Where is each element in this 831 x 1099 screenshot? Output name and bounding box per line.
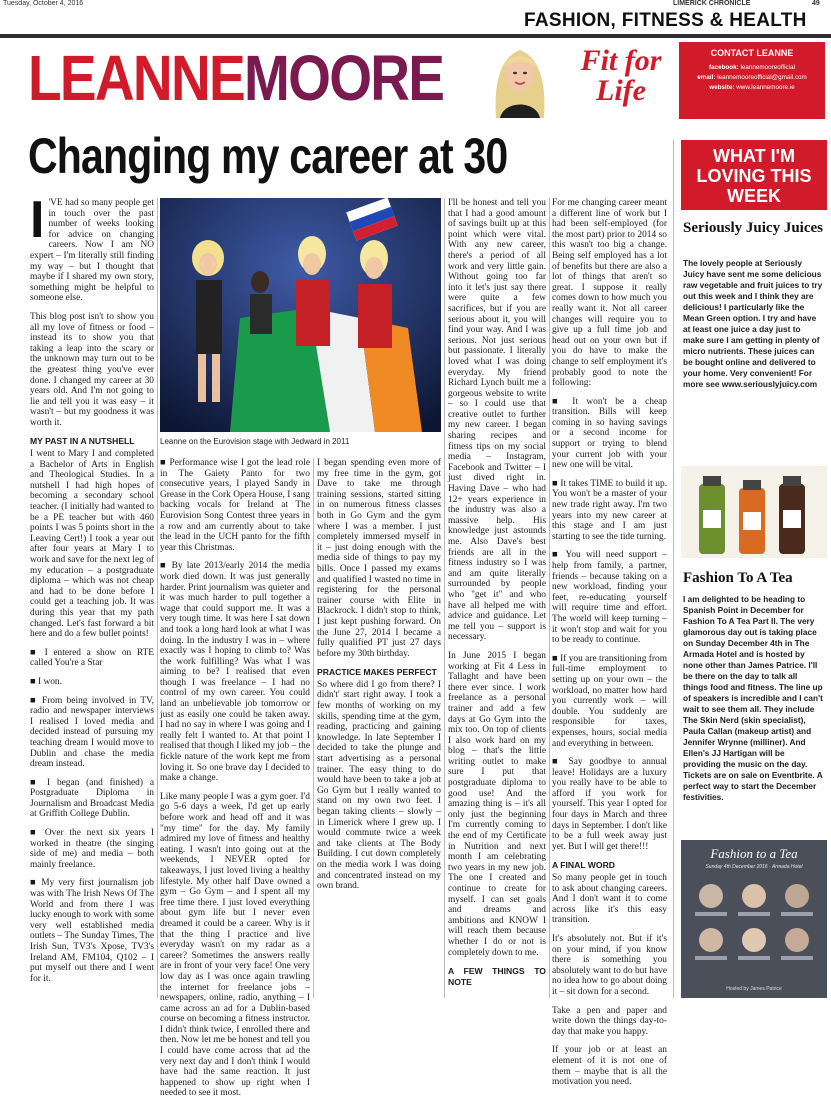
bullet: ■ It takes TIME to build it up. You won't be a master of your new trade right away. I'm two years into my new career at this stage and I am just starting to see the tide turning. <box>552 478 667 542</box>
bullet: ■ Say goodbye to annual leave! Holidays are a luxury you really have to be able to afford if you work for yourself. This year I opted for four days in March and three days in September. I don't like to be a full week away just yet. But I will get there!!! <box>552 757 667 852</box>
subheading-final: A FINAL WORD <box>552 860 616 871</box>
photo-caption: Leanne on the Eurovision stage with Jedward in 2011 <box>160 437 350 446</box>
drop-cap: I <box>30 191 45 249</box>
bullet: ■ Over the next six years I worked in theatre (the singing side of me) and media – both mainly freelance. <box>30 828 154 870</box>
paragraph: I'll be honest and tell you that I had a good amount of savings built up at this point which were vital. With any new career, there's a period of all work and very little gain. Without going too far into it let's just say there were quite a few sacrifices, but if you are serious about it, you will find your way. And I was serious. Not just serious but passionate. I literally loved what I was doing everyday. My friend Richard Lynch built me a gorgeous website to write – so I could use that creative outlet to further my new career. I began sharing recipes and fitness tips on my social media – Instagram, Facebook and Twitter – I just dived right in. Having Dave – who had 12+ years experience in the industry was also a massive help. His knowledge just astounds me. Also Dave's best friends are all in the fitness industry so I was and am quite literally surrounded by people who "get it" and who have all helped me with advice and guidance. Let me tell you – support is necessary. <box>448 198 546 643</box>
contact-title: CONTACT LEANNE <box>710 48 794 58</box>
article-column-4 <box>448 198 546 998</box>
sidebar-item-text: I am delighted to be heading to Spanish Point in December for Fashion To A Tea Part II. The very glamorous day out is taking place on Sunday December 4th in The Armada Hotel and is hosted by none other than James Patrice. I'll be there on the day to talk all things food and fitness. The line up of speakers is incredible and I can't wait to see them all. They include The Skin Nerd (skin specialist), Paula Callan (makeup artist) and Jennifer Wrynne (milliner). And Ellen's JJ Hartigan will be providing the music on the day. Tickets are on sale on Eventbrite. A perfect way to start the December festivities. <box>683 594 823 802</box>
page-number: 49 <box>812 0 820 7</box>
columnist-portrait <box>476 38 564 118</box>
speaker-photos <box>681 874 827 984</box>
eurovision-photo <box>160 198 441 432</box>
event-poster <box>681 840 827 998</box>
article-column-1 <box>30 191 154 998</box>
column-divider <box>313 458 314 998</box>
bullet: ■ It won't be a cheap transition. Bills will keep coming in so having savings or a second income for support or trying to blend your current job with your new one will be vital. <box>552 396 667 471</box>
bullet: ■ I entered a show on RTE called You're a Star <box>30 647 154 669</box>
email-link[interactable]: leannemooreofficial@gmail.com <box>717 74 807 81</box>
article-column-5 <box>552 198 667 1088</box>
bullet: ■ Performance wise I got the lead role in The Gaiety Panto for two consecutive years, I played Sandy in Grease in the Cork Opera House, I sang backing vocals for Ireland at The Eurovision Song Contest three years in a row and am currently about to take the lead in the UCH panto for the fifth year this Christmas. <box>160 458 310 553</box>
paragraph: I began spending even more of my free time in the gym, got Dave to take me through training sessions, started sitting in on numerous fitness classes both in Go Gym and the gym where I was a member. I just completely immersed myself in it – just doing enough with the media side of things to pay my bills. Once I passed my exams and qualified I wasted no time in registering for the personal trainer course with Elite in Blackrock. I didn't stop to think, I just kept pushing forward. On the June 27, 2014 I became a fully qualified PT just 27 days before my 30th birthday. <box>317 458 441 659</box>
loving-banner: WHAT I'M LOVING THIS WEEK <box>681 140 827 210</box>
newspaper-name: LIMERICK CHRONICLE <box>673 0 751 7</box>
paragraph: Take a pen and paper and write down the things day-to-day that make you happy. <box>552 1005 667 1037</box>
bullet: ■ You will need support – help from family, a partner, friends – because taking on a new workload, finding your feet, re-educating yourself will require time and effort. The world will keep turning – it won't stop and wait for you to be ready to continue. <box>552 550 667 646</box>
paragraph: In June 2015 I began working at Fit 4 Less in Tallaght and have been there ever since. I work freelance as a personal trainer and add a few days at Go Gym into the mix too. On top of clients I also work hard on my blog – that's the little writing outlet to make sure I put that postgraduate diploma to good use! And the amazing thing is – it's all only just the beginning I'm currently coming to the end of my Certificate in Nutrition and next month I am celebrating two years in my new job. The one I created and continue to create for myself. I can set goals and dreams and ambitions and KNOW I will reach them because whether I do or not is completely down to me. <box>448 650 546 958</box>
sidebar-item-title: Fashion To A Tea <box>683 570 793 586</box>
column-name: Fit for Life <box>580 44 662 107</box>
subheading-past: MY PAST IN A NUTSHELL <box>30 436 135 447</box>
contact-website: website: www.leannemoore.ie <box>709 84 795 91</box>
columnist-first-name: LEANNE <box>28 42 244 114</box>
paragraph: I went to Mary I and completed a Bachelor of Arts in English and Theological Studies. In a nutshell I had high hopes of becoming a secondary school teacher. (I initially had wanted to be a PE teacher but with 460 points I was 5 points short in the Leaving Cert!) I took a year out after four years at Mary I to work and save for the next leg of my education – a postgraduate diploma – which was not cheap and had to be done before I could get a teaching job. It was during this year that my path changed. Let's fast forward a bit here and do a few bullet points! <box>30 449 154 640</box>
contact-facebook: facebook: leannemooreofficial <box>709 64 795 71</box>
page-topbar <box>0 0 831 8</box>
sidebar-item-text: The lovely people at Seriously Juicy have sent me some delicious raw vegetable and fruit juices to try out this week and I think they are delicious! I particularly like the Mean Green option. I try and have at least one juice a day just to make sure I am getting in plenty of micro nutrients. These juices can be bought online and delivered to your home. Very convenient! For more see www.seriouslyjuicy.com <box>683 258 823 389</box>
bullet: ■ I won. <box>30 676 62 687</box>
column-divider <box>157 198 158 998</box>
column-divider <box>444 198 445 998</box>
sidebar <box>681 140 827 998</box>
facebook-link[interactable]: leannemooreofficial <box>740 64 795 71</box>
issue-date: Tuesday, October 4, 2016 <box>3 0 84 7</box>
paragraph: It's absolutely not. But if it's on your mind, if you know there is something you absolutely want to do but have no idea how to go about doing it – sit down for a second. <box>552 934 667 997</box>
paragraph: This blog post isn't to show you all my love of fitness or food – instead its to show you that taking a leap into the scary or the unknown may turn out to be the greatest thing you've ever done. I changed my career at 30 years old. And I'm not going to lie and tell you it was easy – it wasn't – but my goodness it was worth it. <box>30 311 154 428</box>
poster-footer: Hosted by James Patrice <box>726 986 782 992</box>
contact-email: email: leannemooreofficial@gmail.com <box>697 74 807 81</box>
bullet: ■ From being involved in TV, radio and newspaper interviews I realised I loved media and decided instead of pursuing my teaching dream I would move to Dublin and chase the media dream instead. <box>30 695 154 770</box>
subheading-tips: A FEW THINGS TO NOTE <box>448 966 546 987</box>
article-column-2 <box>160 458 310 1099</box>
bullet: ■ I began (and finished) a Postgraduate Diploma in Journalism and Broadcast Media at Griffith College Dublin. <box>30 777 154 820</box>
paragraph: So where did I go from there? I didn't' start right away. I took a few months of working on my skills, spending time at the gym, reading, practicing and gaining knowledge. In late September I decided to take the plunge and start advertising as a personal trainer. The easy thing to do would have been to take a job at Go Gym but I really wanted to stand on my own two feet. I began taking clients – slowly – in Limerick where I grew up. I would commute twice a week and take clients at The Body Building. I cut down completely on the media work I was doing and concentrated instead on my own brand. <box>317 679 441 892</box>
paragraph: For me changing career meant a different line of work but I had been self-employed (for the most part) prior to 2014 so this wasn't too big a change. Being self employed has a lot of benefits but there are also a lot of things that aren't so great. I suppose it really comes down to how much you really want it. Not all career changes will require you to give up a full time job and head out on your own but if you do have to make the change to self employment it's probably good to note the following: <box>552 198 667 389</box>
intro-paragraph: 'VE had so many people get in touch over the past number of weeks looking for advice on changing careers. Now I am NO expert – I'm literally still finding my way – but I thought that maybe if I shared my own story, something might be helpful to someone else. <box>30 198 154 304</box>
column-divider <box>549 198 550 998</box>
bullet: ■ By late 2013/early 2014 the media work died down. It was just generally harder. Print journalism was quieter and it was much harder to pull together a wage that could support me. It was a very tough time. It was here I sat down and took a long hard look at what I was doing. In the industry I was in – where exactly was I hoping to climb to? Was the work fulfilling? Was what I was aiming to be? I realised that even though I was freelance – I had no control of my own career. You could land an unbelievable job tomorrow or just as easily one could be taken away. I had no say in where I was going and I really felt I wanted to. At that point I realised that though I liked my job – the fickle nature of the work kept me from loving it. So one brave day I decided to make a change. <box>160 561 310 784</box>
website-link[interactable]: www.leannemoore.ie <box>736 84 795 91</box>
poster-title: Fashion to a Tea <box>710 846 798 861</box>
columnist-brand <box>28 42 444 114</box>
subheading-practice: PRACTICE MAKES PERFECT <box>317 667 437 678</box>
article-headline: Changing my career at 30 <box>28 128 508 184</box>
bullet: ■ My very first journalism job was with The Irish News Of The World and from there I was lucky enough to work with some very well established media outlets – The Sunday Times, The Irish Sun, TV3's Xpose, TV3's Ireland AM, FM104, Q102 – I put myself out there and I went for it. <box>30 878 154 984</box>
section-title: FASHION, FITNESS & HEALTH <box>524 10 807 31</box>
header-rule <box>0 34 831 38</box>
column-divider <box>673 140 674 998</box>
article-column-3 <box>317 458 441 998</box>
juice-bottles-photo <box>681 466 827 558</box>
poster-subtitle: Sunday 4th December 2016 · Armada Hotel <box>705 864 803 870</box>
contact-box <box>679 42 825 119</box>
columnist-last-name: MOORE <box>243 42 444 114</box>
bullet: ■ If you are transitioning from full-time employment to setting up on your own – the workload, no matter how hard you currently work – will double. You suddenly are responsible for taxes, expenses, hours, social media and everything in between. <box>552 653 667 749</box>
paragraph: Like many people I was a gym goer. I'd go 5-6 days a week, I'd get up early before work and head off and it was "my time" for the day. My family admired my love of fitness and healthy eating. I wasn't into going out at the weekends, I NEVER opted for takeaways, I just loved living a healthy lifestyle. My other half Dave owned a gym – Go Gym – and I spent all my free time there. I just loved everything about gym life but I never even dreamed it could be a career. Why is it that the thing I practice and live everyday wasn't on my radar as a career? Sometimes the answers really are in front of your very face! One very low day as I was once again trawling the internet for freelance jobs – newspapers, online, radio, anything – I came across an ad for a Dublin-based course on becoming a fitness instructor. I didn't think twice, I enrolled there and then. Now let me be honest and tell you I could have come across that ad the very next day and I don't think I would have had the same reaction. It just happened to show up right when I needed to see it most. <box>160 791 310 1099</box>
sidebar-item-title: Seriously Juicy Juices <box>683 220 824 236</box>
paragraph: If your job or at least an element of it is not one of them – maybe that is all the motivation you need. <box>552 1045 667 1088</box>
paragraph: So many people get in touch to ask about changing careers. And I don't want it to come across like it's this easy transition. <box>552 873 667 926</box>
